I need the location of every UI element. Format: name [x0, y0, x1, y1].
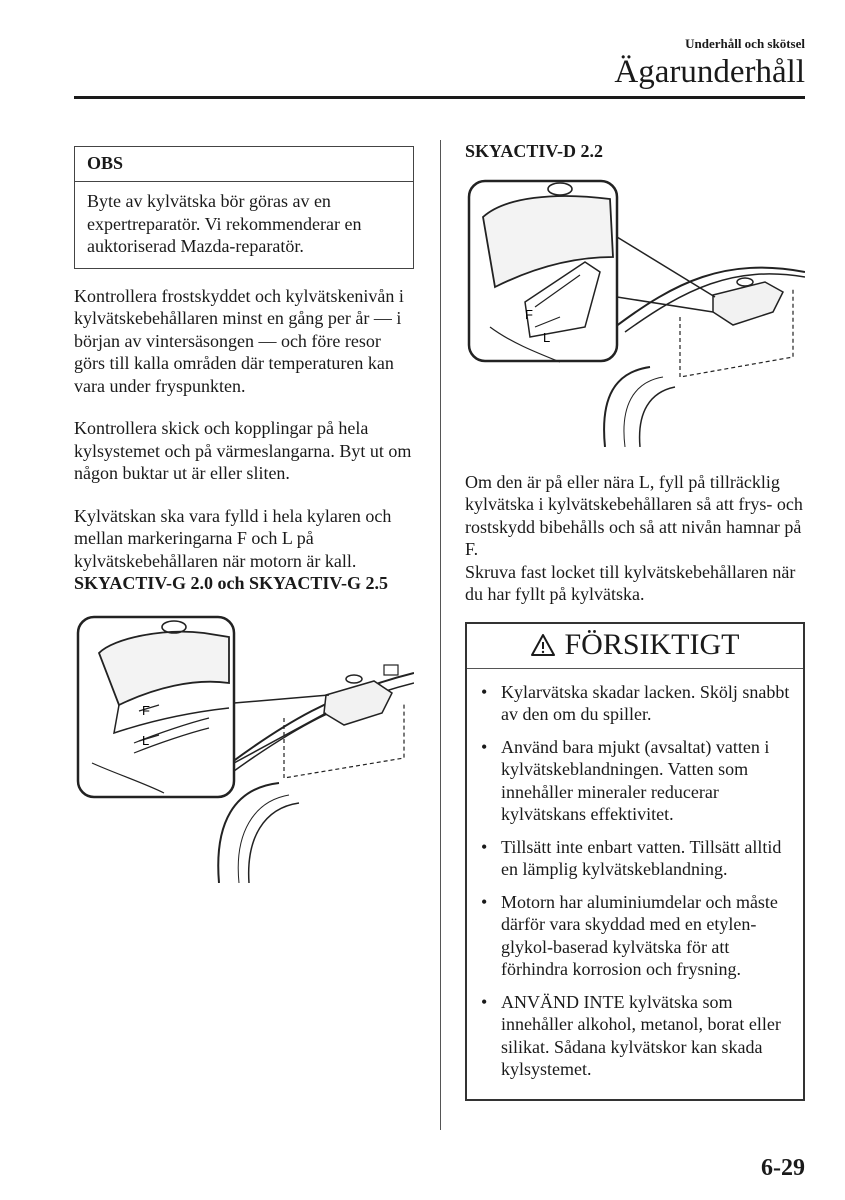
caution-item: • Använd bara mjukt (avsaltat) vatten i kylvätskeblandningen. Vatten som innehåller mineraler reducerar kylvätskans effektivitet. [481, 736, 770, 824]
caution-item: • Kylarvätska skadar lacken. Skölj snabbt av den om du spiller. [481, 681, 790, 724]
note-body: Byte av kylvätska bör göras av en expertreparatör. Vi rekommenderar en auktoriserad Mazda-reparatör. [87, 191, 362, 256]
level-mark-f: F [525, 306, 533, 322]
caution-item: • Motorn har aluminiumdelar och måste därför vara skyddad med en etylen-glykol-baserad kylvätska för att förhindra korrosion och frysning. [481, 891, 778, 979]
level-mark-l: L [543, 329, 551, 345]
caution-box [465, 622, 805, 1101]
paragraph-hose-check: Kontrollera skick och kopplingar på hela kylsystemet och på värmeslangarna. Byt ut om någon buktar ut är eller sliten. [74, 418, 412, 483]
page-title: Ägarunderhåll [614, 54, 805, 90]
heading-skyactiv-d: SKYACTIV-D 2.2 [465, 141, 604, 161]
bullet-icon: • [481, 891, 488, 912]
bullet-icon: • [481, 991, 488, 1012]
note-title: OBS [75, 147, 413, 182]
paragraph-cap: Skruva fast locket till kylvätskebehållaren när du har fyllt på kylvätska. [465, 561, 796, 604]
bullet-icon: • [481, 836, 488, 857]
caution-title: FÖRSIKTIGT [564, 627, 740, 661]
caution-header [467, 624, 803, 669]
paragraph-fill-level: Kylvätskan ska vara fylld i hela kylaren och mellan markeringarna F och L på kylvätskebehållaren när motorn är kall. [74, 505, 392, 571]
left-column [74, 146, 414, 883]
bullet-icon: • [481, 736, 488, 757]
level-mark-l: L [142, 732, 150, 748]
right-column [465, 140, 805, 1101]
note-box [74, 146, 414, 269]
section-header: Underhåll och skötsel [685, 36, 805, 51]
column-divider [440, 140, 441, 1130]
caution-item: • Tillsätt inte enbart vatten. Tillsätt alltid en lämplig kylvätskeblandning. [481, 836, 782, 879]
coolant-reservoir-illustration-g [74, 613, 414, 883]
page-number: 6-29 [761, 1155, 805, 1181]
heading-skyactiv-g: SKYACTIV-G 2.0 och SKYACTIV-G 2.5 [74, 573, 389, 593]
warning-triangle-icon [530, 633, 556, 657]
coolant-reservoir-illustration-d [465, 177, 805, 447]
caution-list [467, 669, 803, 1099]
level-mark-f: F [142, 702, 150, 718]
caution-item: • ANVÄND INTE kylvätska som innehåller alkohol, metanol, borat eller silikat. Sådana kylvätskor kan skada kylsystemet. [481, 991, 781, 1079]
bullet-icon: • [481, 681, 488, 702]
paragraph-refill: Om den är på eller nära L, fyll på tillräcklig kylvätska i kylvätskebehållaren så att frys- och rostskydd bibehålls och så att nivån hamnar på F. [465, 471, 803, 559]
header-rule [74, 96, 805, 99]
paragraph-frost-check: Kontrollera frostskyddet och kylvätskenivån i kylvätskebehållaren minst en gång per år — i början av vintersäsongen — och före resor görs till kalla områden där temperaturen kan vara under fryspunkten. [74, 285, 404, 396]
